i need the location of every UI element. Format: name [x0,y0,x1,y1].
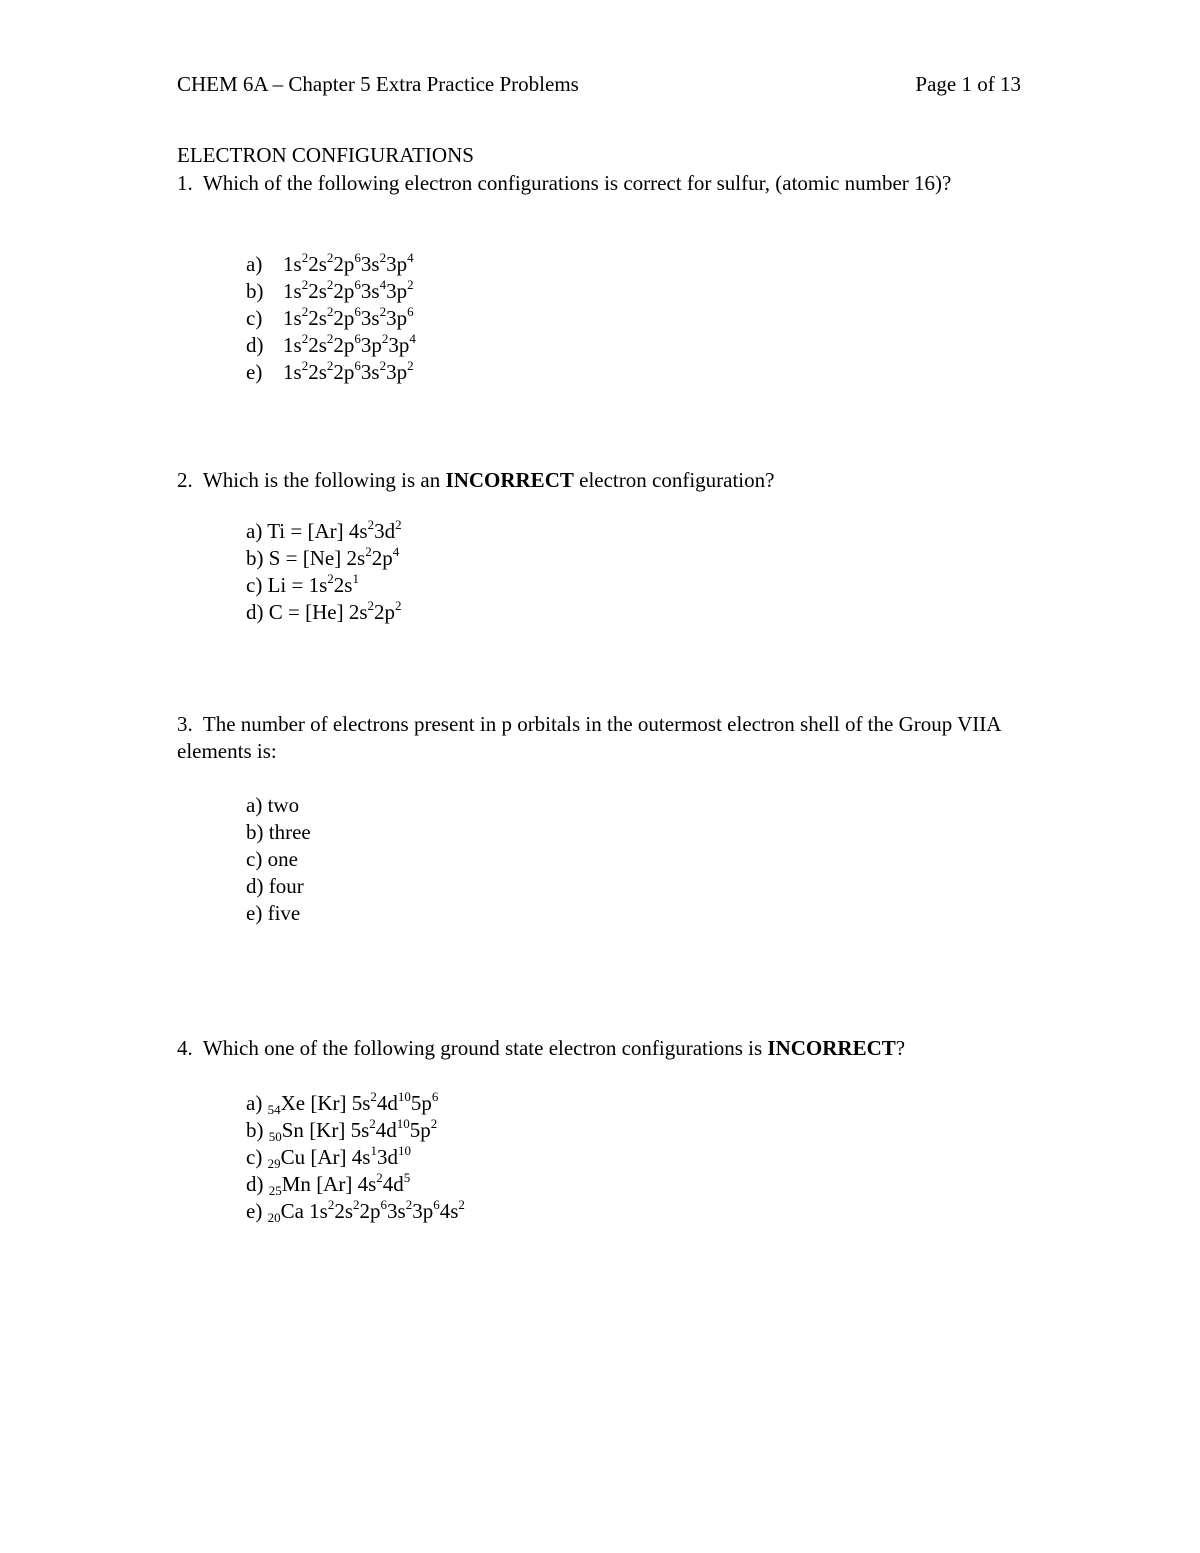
electron-count: 6 [354,304,361,319]
element-symbol: Ca [280,1199,304,1223]
orbital: 3s [387,1199,406,1223]
element-symbol: Cu [280,1145,306,1169]
atomic-number: 29 [267,1156,281,1171]
orbital: 5s [350,1118,370,1142]
electron-count: 2 [327,571,334,586]
question-text: Which one of the following ground state electron configurations is [202,1036,768,1060]
question-2-choices [246,518,402,626]
question-4 [177,1035,1007,1062]
noble-gas-core: [Ar] [310,1172,358,1196]
orbital: 3p [388,333,410,357]
orbital: 2s [333,573,353,597]
electron-count: 6 [380,1197,388,1212]
question-text-end: ? [895,1036,906,1060]
orbital: 3p [386,306,408,330]
orbital: 3d [376,1145,398,1169]
choice-letter: a) [246,1091,263,1115]
orbital: 2p [333,279,355,303]
answer-choice [246,599,402,626]
electron-count: 2 [405,1197,413,1212]
element-symbol: Sn [281,1118,304,1142]
atomic-number: 25 [268,1183,282,1198]
answer-choice [246,359,416,386]
question-1 [177,170,1007,197]
electron-count: 4 [407,250,414,265]
electron-count: 2 [381,331,389,346]
orbital: 3p [386,279,408,303]
choice-text: one [267,847,298,871]
answer-choice [246,900,311,927]
question-text: The number of electrons present in p orbitals in the outermost electron shell of the Group VIIA elements is: [177,712,1001,763]
orbital: 1s [309,1199,328,1223]
answer-choice [246,1144,465,1171]
answer-choice [246,251,416,278]
orbital: 1s [283,252,302,276]
question-number: 4. [177,1036,193,1060]
choice-letter: a) [246,519,263,543]
question-text-end: electron configuration? [573,468,775,492]
choice-letter: d) [246,333,264,357]
orbital: 2p [359,1199,381,1223]
orbital: 2s [334,1199,354,1223]
answer-choice [246,1090,465,1117]
question-number: 1. [177,171,193,195]
orbital: 1s [283,360,302,384]
answer-choice [246,819,311,846]
answer-choice [246,792,311,819]
orbital: 3s [360,306,380,330]
orbital: 2p [371,546,393,570]
orbital: 4s [351,1145,371,1169]
orbital: 1s [283,333,302,357]
orbital: 3p [360,333,382,357]
choice-letter: e) [246,901,263,925]
orbital: 1s [283,306,302,330]
choice-letter: e) [246,1199,263,1223]
orbital: 4d [376,1091,398,1115]
answer-choice [246,305,416,332]
choice-letter: b) [246,1118,264,1142]
electron-count: 2 [326,358,334,373]
orbital: 1s [308,573,328,597]
orbital: 4s [348,519,368,543]
orbital: 2p [333,360,355,384]
choice-text: four [268,874,304,898]
orbital: 2p [333,306,355,330]
question-2 [177,467,1007,494]
electron-count: 2 [370,1089,377,1104]
orbital: 2s [308,306,327,330]
electron-count: 5 [403,1170,411,1185]
page-number: Page 1 of 13 [915,72,1021,96]
orbital: 2p [333,333,355,357]
choice-letter: c) [246,1145,263,1169]
choice-letter: e) [246,360,263,384]
orbital: 5p [409,1118,431,1142]
atomic-number: 50 [268,1129,282,1144]
choice-letter: b) [246,279,264,303]
electron-count: 2 [430,1116,438,1131]
atomic-number: 20 [267,1210,281,1225]
orbital: 4d [375,1118,397,1142]
orbital: 2p [333,252,355,276]
electron-count: 10 [397,1089,411,1104]
electron-count: 2 [327,1197,335,1212]
orbital: 5p [410,1091,432,1115]
orbital: 1s [283,279,302,303]
orbital: 3s [360,279,380,303]
question-1-choices [246,251,416,386]
answer-choice [246,518,402,545]
choice-text: three [268,820,311,844]
choice-letter: a) [246,793,263,817]
question-3 [177,711,1007,765]
electron-count: 6 [433,1197,440,1212]
orbital: 2s [308,333,327,357]
electron-count: 2 [326,304,334,319]
orbital: 4d [382,1172,404,1196]
electron-count: 10 [397,1143,411,1158]
electron-count: 4 [392,544,400,559]
electron-count: 2 [301,277,309,292]
orbital: 4s [439,1199,459,1223]
electron-count: 4 [379,277,387,292]
question-emphasis: INCORRECT [767,1036,896,1060]
electron-count: 6 [354,358,361,373]
element-symbol: Xe [280,1091,306,1115]
electron-count: 2 [395,598,402,613]
orbital: 2s [308,279,327,303]
noble-gas-core: [Kr] [303,1118,351,1142]
electron-count: 2 [326,250,334,265]
electron-count: 2 [301,250,309,265]
orbital: 3s [360,252,380,276]
question-text: Which of the following electron configurations is correct for sulfur, (atomic number 16)? [202,171,952,195]
orbital: 5s [351,1091,371,1115]
atomic-number: 54 [267,1102,281,1117]
electron-count: 2 [367,598,375,613]
answer-choice [246,873,311,900]
choice-letter: d) [246,1172,264,1196]
electron-count: 4 [409,331,416,346]
noble-gas-core: [Kr] [305,1091,352,1115]
answer-choice [246,1171,465,1198]
noble-gas-core: [Ar] [305,1145,352,1169]
electron-count: 2 [379,358,387,373]
choice-text: five [267,901,301,925]
section-title: ELECTRON CONFIGURATIONS [177,143,474,167]
electron-count: 10 [396,1116,410,1131]
element-prefix: Ti = [Ar] [267,519,349,543]
choice-letter: b) [246,546,264,570]
electron-count: 2 [326,277,334,292]
electron-count: 6 [354,277,361,292]
orbital: 3p [386,360,408,384]
orbital: 2s [346,546,366,570]
electron-count: 2 [376,1170,383,1185]
answer-choice [246,278,416,305]
orbital: 3p [386,252,408,276]
choice-letter: c) [246,847,263,871]
electron-count: 6 [407,304,414,319]
electron-count: 6 [431,1089,439,1104]
answer-choice [246,545,402,572]
electron-count: 6 [354,331,361,346]
orbital: 2s [308,360,327,384]
element-prefix: S = [Ne] [268,546,347,570]
electron-count: 2 [353,1197,360,1212]
electron-count: 1 [370,1143,377,1158]
electron-count: 2 [326,331,334,346]
answer-choice [246,846,311,873]
question-emphasis: INCORRECT [445,468,574,492]
choice-letter: c) [246,573,263,597]
answer-choice [246,1117,465,1144]
question-number: 3. [177,712,193,736]
element-symbol: Mn [281,1172,311,1196]
orbital: 3d [374,519,396,543]
electron-count: 2 [365,544,372,559]
choice-letter: b) [246,820,264,844]
answer-choice [246,1198,465,1225]
choice-letter: d) [246,600,264,624]
orbital: 2s [348,600,368,624]
choice-letter: d) [246,874,264,898]
orbital: 2s [308,252,327,276]
electron-count: 2 [407,277,414,292]
element-prefix: C = [He] [268,600,349,624]
orbital: 3p [412,1199,434,1223]
orbital: 4s [357,1172,377,1196]
electron-count: 2 [301,331,309,346]
question-3-choices [246,792,311,927]
question-4-choices [246,1090,465,1225]
electron-count: 2 [395,517,402,532]
electron-count: 2 [369,1116,376,1131]
electron-count: 1 [352,571,359,586]
answer-choice [246,572,402,599]
element-prefix: Li = [267,573,309,597]
electron-count: 2 [301,358,309,373]
question-number: 2. [177,468,193,492]
electron-count: 2 [301,304,309,319]
choice-letter: c) [246,306,263,330]
answer-choice [246,332,416,359]
choice-text: two [267,793,300,817]
question-text: Which is the following is an [202,468,446,492]
electron-count: 6 [354,250,361,265]
orbital: 2p [374,600,396,624]
electron-count: 2 [379,304,387,319]
electron-count: 2 [458,1197,465,1212]
document-title: CHEM 6A – Chapter 5 Extra Practice Problems [177,72,579,96]
electron-count: 2 [367,517,375,532]
choice-letter: a) [246,252,263,276]
electron-count: 2 [407,358,414,373]
electron-count: 2 [379,250,387,265]
orbital: 3s [360,360,380,384]
